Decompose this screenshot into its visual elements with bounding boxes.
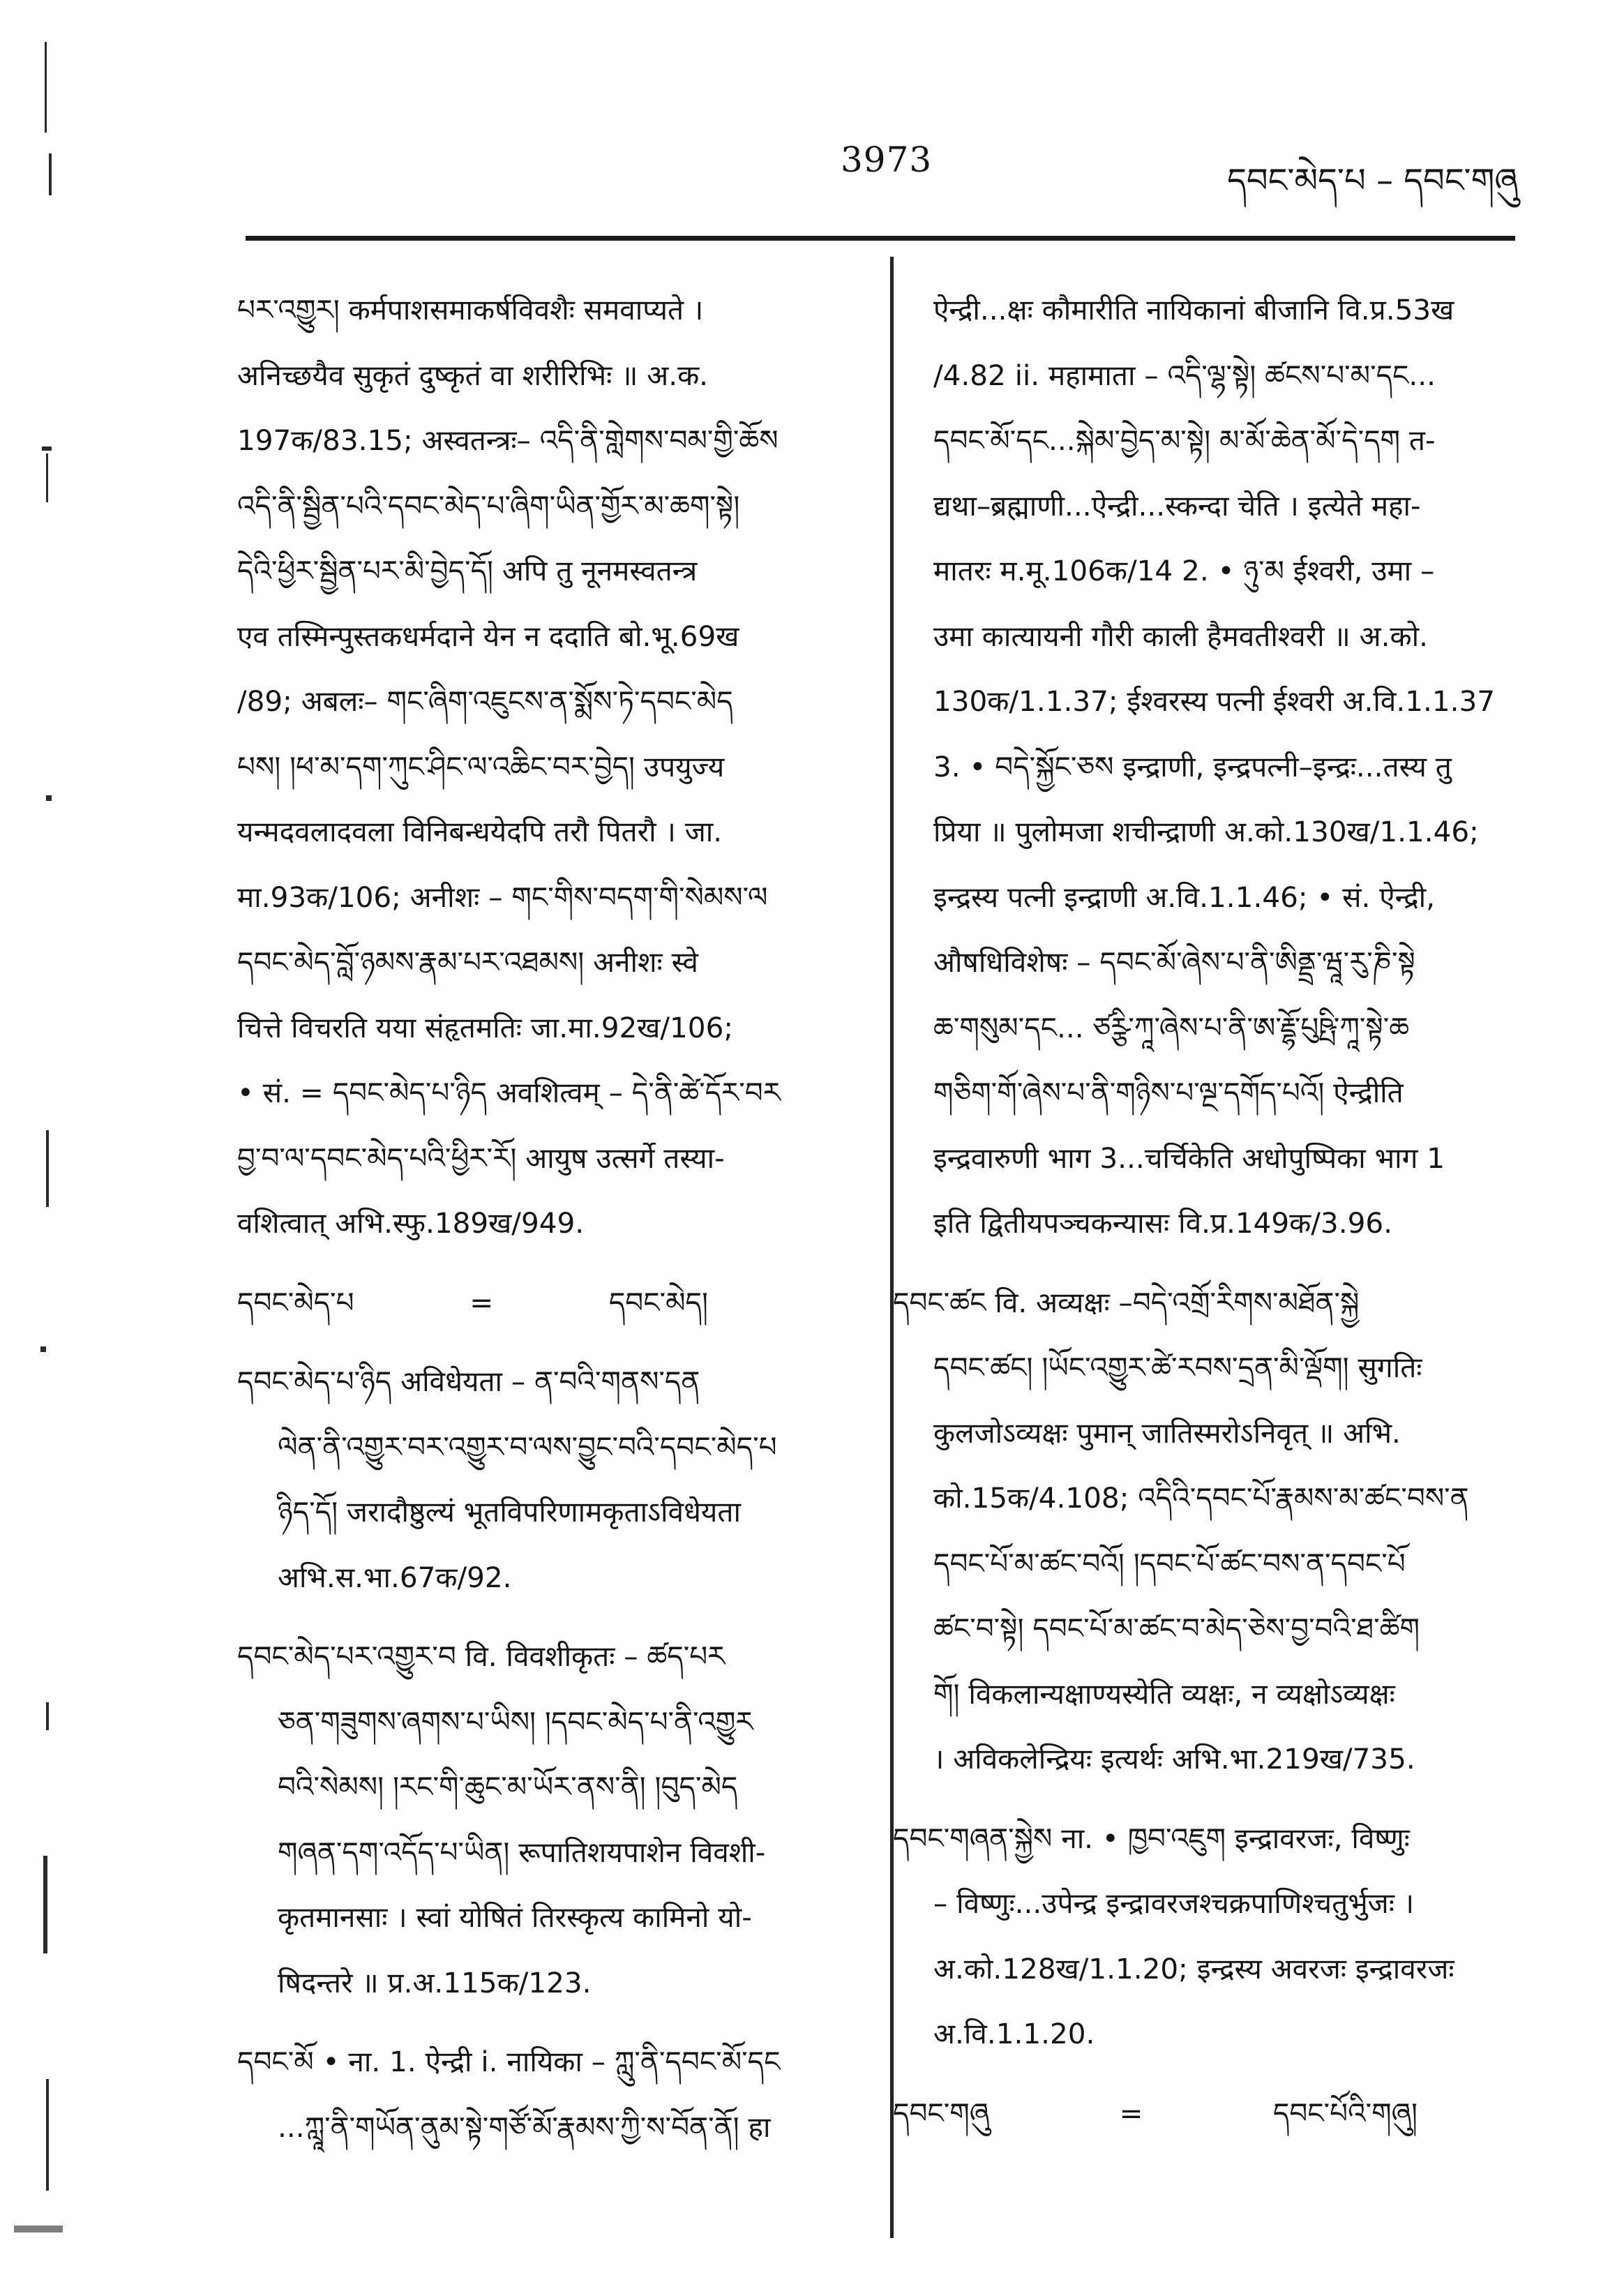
running-head: དབང་མེད་པ – དབང་གཞུ <box>1227 161 1518 200</box>
text-line: चित्ते विचरति यया संहृतमतिः जा.मा.92ख/106; <box>237 1010 733 1044</box>
page-number: 3973 <box>841 140 933 180</box>
cross-reference-target: དབང་པོའི་གཞུ། <box>1272 2096 1418 2130</box>
text-line: उमा कात्यायनी गौरी काली हैमवतीश्वरी ॥ अ.को. <box>933 619 1428 653</box>
margin-mark <box>46 453 48 502</box>
margin-mark <box>40 1346 46 1352</box>
text-line: དབང་གཞན་སྐྱེས ना. • ཁྱབ་འཇུག इन्द्रावरजः, विष्णुः <box>893 1821 1410 1855</box>
headword: དབང་མེད་པ <box>237 1285 354 1319</box>
text-line: གཅིག་གོ་ཞེས་པ་ནི་གཉིས་པ་ལྔ་དགོད་པའོ། ऐन्द्रीति <box>933 1076 1404 1109</box>
text-line: इन्द्रस्य पत्नी इन्द्राणी अ.वि.1.1.46; • सं. ऐन्द्री, <box>933 880 1436 914</box>
margin-mark <box>14 2226 63 2232</box>
cross-reference-line <box>893 2081 1522 2147</box>
text-line: ཅན་གཟུགས་ཞགས་པ་ཡིས། །དབང་མེད་པ་ནི་འགྱུར <box>278 1704 753 1739</box>
text-line: 197क/83.15; अस्वतन्त्रः– འདི་ནི་གླེགས་བམ་གྱི་ཆོས <box>237 423 779 457</box>
text-line: औषधिविशेषः – དབང་མོ་ཞེས་པ་ནི་ཨིནྡྲ་ཝཱ་རུ་ཎི་སྟེ <box>933 945 1415 979</box>
text-line: དབང་ཚང वि. अव्यक्षः –བདེ་འགྲོ་རིགས་མཐོན་སྐྱེ <box>893 1285 1360 1319</box>
headword: དབང་གཞུ <box>893 2096 990 2130</box>
text-line: कृतमानसाः । स्वां योषितं तिरस्कृत्य कामिनो यो- <box>278 1900 752 1934</box>
dictionary-entry <box>893 1806 1522 2067</box>
text-line: को.15क/4.108; འདིའི་དབང་པོ་རྣམས་མ་ཚང་བས་ན <box>933 1481 1469 1515</box>
text-line: གོ། विकलान्यक्षाण्यस्येति व्यक्षः, न व्यक्षोऽव्यक्षः <box>933 1676 1395 1711</box>
text-line: इन्द्रवारुणी भाग 3...चर्चिकेति अधोपुष्पिका भाग 1 <box>933 1141 1445 1175</box>
margin-marks <box>0 0 63 2289</box>
cross-reference-line <box>237 1270 869 1336</box>
margin-mark <box>46 795 52 801</box>
equals-sign: = <box>1119 2096 1143 2130</box>
text-line: དབང་མེད་པར་འགྱུར་བ वि. विवशीकृतः – ཚད་པར <box>237 1639 725 1673</box>
right-column <box>893 278 1522 2160</box>
text-line: /89; अबलः– གང་ཞིག་འཇུངས་ན་སྨོས་ཏེ་དབང་མེད <box>237 684 733 718</box>
text-line: དབང་མོ • ना. 1. ऐन्द्री i. नायिका – ཀླུ་ནི་དབང་མོ་དང <box>237 2045 781 2078</box>
header-rule <box>246 236 1515 241</box>
text-line: 130क/1.1.37; ईश्वरस्य पत्नी ईश्वरी अ.वि.1.1.37 <box>933 684 1496 718</box>
text-line: དབང་པོ་མ་ཚང་བའོ། །དབང་པོ་ཚང་བས་ན་དབང་པོ <box>933 1546 1406 1580</box>
margin-mark <box>45 42 47 133</box>
text-line: པར་འགྱུར། कर्मपाशसमाकर्षविवशैः समवाप्यते । <box>237 293 704 327</box>
margin-mark <box>42 446 52 451</box>
text-line: ལེན་ནི་འགྱུར་བར་འགྱུར་བ་ལས་བྱུང་བའི་དབང་མེད་པ <box>278 1429 777 1464</box>
dictionary-entry <box>237 278 869 1256</box>
text-line: । अविकलेन्द्रियः इत्यर्थः अभि.भा.219ख/735. <box>933 1742 1415 1776</box>
left-column <box>237 278 869 2174</box>
text-line: དབང་ཚང། །ཡོང་འགྱུར་ཚེ་རབས་དྲན་མི་ལྡོག། सुगतिः <box>933 1351 1422 1384</box>
text-line: དབང་མོ་དང...སྐེམ་བྱེད་མ་སྟེ། མ་མོ་ཆེན་མོ་དེ་དག त- <box>933 423 1436 457</box>
text-line: ཆ་གསུམ་དང... ཙཪྩི་ཀཱ་ཞེས་པ་ནི་ཨ་རྡྷོ་པུཥྤི་ཀཱ་སྟེ་ཆ <box>933 1010 1410 1044</box>
text-line: འདི་ནི་སྦྱིན་པའི་དབང་མེད་པ་ཞིག་ཡིན་གྱོར་མ་ཆག་སྟེ། <box>237 488 740 523</box>
cross-reference-entry <box>237 1270 869 1336</box>
equals-sign: = <box>469 1285 494 1319</box>
margin-mark <box>46 2079 49 2191</box>
text-line: कुलजोऽव्यक्षः पुमान् जातिस्मरोऽनिवृत् ॥ अभि. <box>933 1416 1401 1450</box>
dictionary-entry <box>893 278 1522 1256</box>
text-line: मा.93क/106; अनीशः – གང་གིས་བདག་གི་སེམས་ལ <box>237 880 768 914</box>
cross-reference-target: དབང་མེད། <box>608 1285 708 1319</box>
text-line: अ.को.128ख/1.1.20; इन्द्रस्य अवरजः इन्द्रावरजः <box>933 1951 1454 1986</box>
text-line: བྱ་བ་ལ་དབང་མེད་པའི་ཕྱིར་རོ། आयुष उत्सर्गे तस्या- <box>237 1141 725 1175</box>
text-line: 3. • བདེ་སྐྱོང་ཅས इन्द्राणी, इन्द्रपत्नी–इन्द्रः...तस्य तु <box>933 749 1452 783</box>
text-line: प्रिया ॥ पुलोमजा शचीन्द्राणी अ.को.130ख/1.1.46; <box>933 815 1479 848</box>
margin-mark <box>46 1702 49 1730</box>
text-line: अनिच्छयैव सुकृतं दुष्कृतं वा शरीरिभिः ॥ अ.क. <box>237 358 709 392</box>
text-line: मातरः म.मू.106क/14 2. • ཉུ་མ ईश्वरी, उमा – <box>933 554 1435 587</box>
text-line: དབང་མེད་བློ་ཉམས་རྣམ་པར་འཐམས། अनीशः स्वे <box>237 945 698 979</box>
text-line: अ.वि.1.1.20. <box>933 2017 1095 2050</box>
text-line: अभि.स.भा.67क/92. <box>278 1560 512 1594</box>
text-line: དབང་མེད་པ་ཉིད अविधेयता – ན་བའི་གནས་དན <box>237 1365 700 1398</box>
text-line: यन्मदवलादवला विनिबन्धयेदपि तरौ पितरौ । जा. <box>237 815 723 848</box>
text-line: षिदन्तरे ॥ प्र.अ.115क/123. <box>278 1965 592 1999</box>
margin-mark <box>43 1856 47 1953</box>
text-line: ཉིད་དོ། जरादौष्ठुल्यं भूतविपरिणामकृताऽविधेयता <box>278 1495 741 1529</box>
dictionary-entry <box>237 1624 869 2016</box>
dictionary-entry <box>237 1349 869 1610</box>
cross-reference-entry <box>893 2081 1522 2147</box>
text-line: एव तस्मिन्पुस्तकधर्मदाने येन न ददाति बो.भू.69ख <box>237 619 739 653</box>
text-line: द्यथा–ब्रह्माणी...ऐन्द्री...स्कन्दा चेति । इत्येते महा- <box>933 488 1421 523</box>
margin-mark <box>46 1130 49 1207</box>
text-line: གཞན་དག་འདོད་པ་ཡིན། रूपातिशयपाशेन विवशी- <box>278 1835 766 1869</box>
dictionary-entry <box>237 2029 869 2160</box>
text-line: བའི་སེམས། །རང་གི་ཆུང་མ་ཡོར་ནས་ནི། །བུད་མེད <box>278 1770 738 1803</box>
text-line: ऐन्द्री...क्षः कौमारीति नायिकानां बीजानि वि.प्र.53ख <box>933 293 1454 327</box>
text-line: • सं. = དབང་མེད་པ་ཉིད अवशित्वम् – དེ་ནི་ཚེ་དོར་བར <box>237 1076 781 1109</box>
text-line: དེའི་ཕྱིར་སྦྱིན་པར་མི་བྱེད་དོ། अपि तु नूनमस्वतन्त्र <box>237 554 698 587</box>
text-line: /4.82 ii. महामाता – འདི་ལྷ་སྟེ། ཚངས་པ་མ་དང... <box>933 358 1436 392</box>
text-line: པས། །ཕ་མ་དག་ཀུང་ཤིང་ལ་འཆིང་བར་བྱེད། उपयुज्य <box>237 749 725 783</box>
dictionary-entry <box>893 1270 1522 1792</box>
margin-mark <box>49 153 52 195</box>
text-line: – विष्णुः...उपेन्द्र इन्द्रावरजश्चक्रपाणिश्चतुर्भुजः । <box>933 1886 1415 1920</box>
text-line: ཚང་བ་སྟེ། དབང་པོ་མ་ཚང་བ་མེད་ཅེས་བྱ་བའི་ཐ་ཚིག <box>933 1612 1420 1645</box>
text-line: इति द्वितीयपञ्चकन्यासः वि.प्र.149क/3.96. <box>933 1206 1392 1240</box>
text-line: ...ཀླཱ་ནི་གཡོན་ནུམ་སྟེ་གཙོ་མོ་རྣམས་ཀྱི་ས་བོན་ནོ། हा <box>278 2110 771 2144</box>
text-line: वशित्वात् अभि.स्फु.189ख/949. <box>237 1206 585 1240</box>
